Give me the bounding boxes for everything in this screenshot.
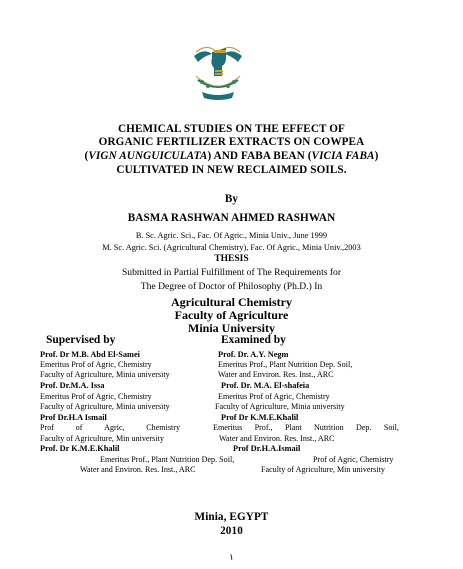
examiner-name: Prof Dr K.M.E.Khalil xyxy=(221,413,299,422)
minia-university-seal-icon xyxy=(192,36,244,102)
thesis-label: THESIS xyxy=(214,254,249,264)
supervisor-name: Prof. Dr M.B. Abd El-Samei xyxy=(40,350,140,359)
by-label: By xyxy=(224,193,239,205)
supervisor-title: Prof of Agric, Chemistry xyxy=(40,423,180,432)
examiner-affiliation: Faculty of Agriculture, Minia university xyxy=(215,402,345,411)
examiner-affiliation: Water and Environ. Res. Inst., ARC xyxy=(219,434,335,443)
place: Minia, EGYPT xyxy=(194,511,269,523)
degree-msc: M. Sc. Agric. Sci. (Agricultural Chemistry), Fac. Of Agric., Minia Univ.,2003 xyxy=(102,243,361,252)
supervisor-name: Prof. Dr.M.A. Issa xyxy=(40,381,105,390)
faculty: Faculty of Agriculture xyxy=(174,308,289,322)
supervisor-affiliation: Faculty of Agriculture, Minia university xyxy=(40,402,170,411)
examiner-affiliation: Water and Environ. Res. Inst., ARC xyxy=(218,370,334,379)
title-line-4: CULTIVATED IN NEW RECLAIMED SOILS. xyxy=(116,164,347,176)
page-number: ١ xyxy=(229,552,234,562)
degree-bsc: B. Sc. Agric. Sci., Fac. Of Agric., Minia Univ., June 1999 xyxy=(135,231,328,240)
supervisor-title: Emeritus Prof., Plant Nutrition Dep. Soil, xyxy=(100,455,235,464)
supervisor-name: Prof. Dr K.M.E.Khalil xyxy=(40,444,120,453)
university: Minia University xyxy=(188,321,275,335)
scientific-name-faba-bean: VICIA FABA xyxy=(311,150,375,162)
supervisor-title: Emeritus Prof of Agric, Chemistry xyxy=(40,392,152,401)
title-line-3: (VIGN AUNGUICULATA) AND FABA BEAN (VICIA FABA) xyxy=(84,150,379,162)
supervisor-affiliation: Water and Environ. Res. Inst., ARC xyxy=(80,465,196,474)
examiner-title: Emeritus Prof., Plant Nutrition Dep. Soil, xyxy=(218,360,353,369)
examined-by-heading: Examined by xyxy=(221,334,286,346)
supervisor-title: Emeritus Prof of Agric, Chemistry xyxy=(40,360,152,369)
submitted-line-2: The Degree of Doctor of Philosophy (Ph.D.) In xyxy=(140,281,323,292)
examiner-title: Emeritus Prof of Agric, Chemistry xyxy=(218,392,330,401)
title-line-2: ORGANIC FERTILIZER EXTRACTS ON COWPEA xyxy=(98,136,365,148)
year: 2010 xyxy=(220,525,243,537)
examiner-name: Prof. Dr. A.Y. Negm xyxy=(218,350,289,359)
examiner-affiliation: Faculty of Agriculture, Min university xyxy=(261,465,385,474)
supervisor-affiliation: Faculty of Agriculture, Min university xyxy=(40,434,164,443)
supervisor-affiliation: Faculty of Agriculture, Minia university xyxy=(40,370,170,379)
examiner-name: Prof. Dr. M.A. El-shafeia xyxy=(221,381,310,390)
submitted-line-1: Submitted in Partial Fulfillment of The Requirements for xyxy=(121,267,342,278)
examiner-name: Prof Dr.H.A.Ismail xyxy=(233,444,301,453)
supervised-by-heading: Supervised by xyxy=(46,334,116,346)
author-name: BASMA RASHWAN AHMED RASHWAN xyxy=(127,212,336,224)
discipline: Agricultural Chemistry xyxy=(171,295,292,309)
examiner-title: Prof of Agric, Chemistry xyxy=(313,455,394,464)
supervisor-name: Prof Dr.H.A Ismail xyxy=(40,413,107,422)
title-line-1: CHEMICAL STUDIES ON THE EFFECT OF xyxy=(118,123,345,135)
examiner-title: Emeritus Prof., Plant Nutrition Dep. Soil, xyxy=(213,423,399,432)
scientific-name-cowpea: VIGN AUNGUICULATA xyxy=(88,150,208,162)
